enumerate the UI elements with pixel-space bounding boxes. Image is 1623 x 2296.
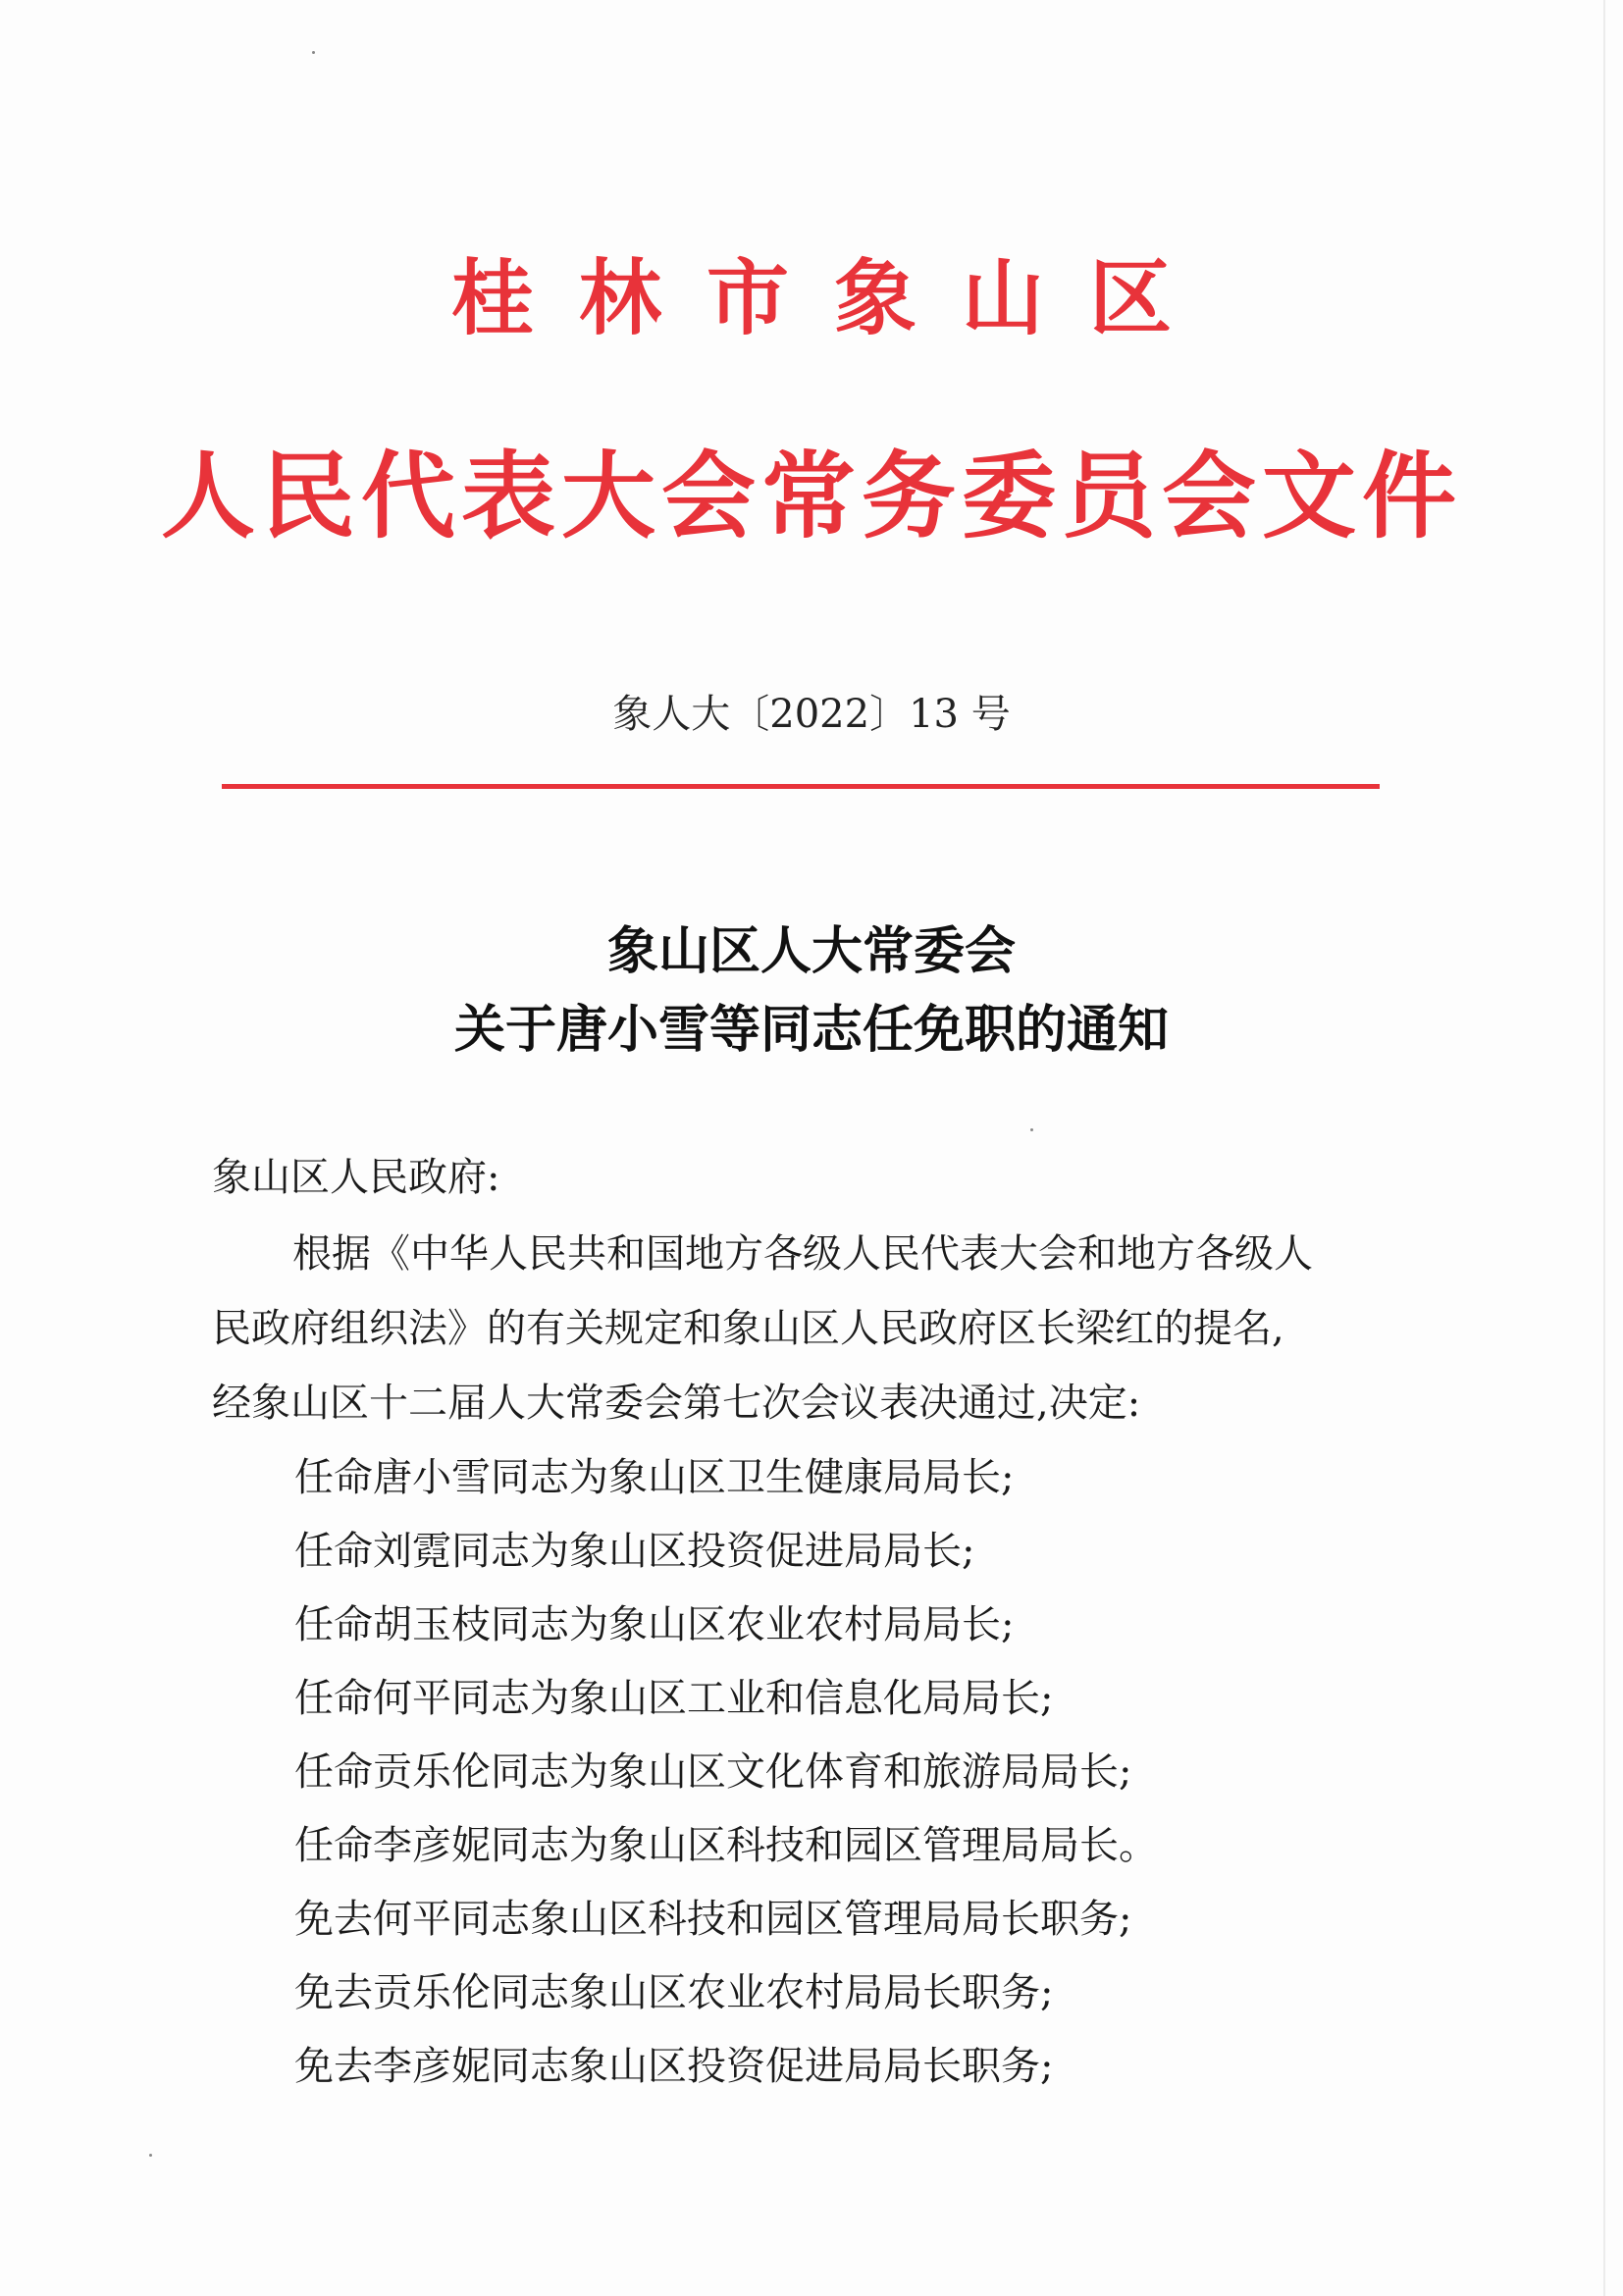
- salutation: 象山区人民政府:: [212, 1155, 500, 1200]
- appointment-item: 任命刘霓同志为象山区投资促进局局长;: [294, 1529, 975, 1574]
- appointment-item: 任命贡乐伦同志为象山区文化体育和旅游局局长;: [294, 1749, 1132, 1795]
- scan-speck: [149, 2154, 152, 2157]
- document-title-line2: 关于唐小雪等同志任免职的通知: [453, 1000, 1169, 1060]
- appointment-item: 任命胡玉枝同志为象山区农业农村局局长;: [294, 1602, 1015, 1647]
- paragraph-line: 民政府组织法》的有关规定和象山区人民政府区长梁红的提名,: [212, 1306, 1284, 1351]
- issuer-header-line1: 桂林市象山区: [450, 249, 1217, 346]
- appointment-item: 任命唐小雪同志为象山区卫生健康局局长;: [294, 1455, 1015, 1500]
- document-title-line1: 象山区人大常委会: [606, 921, 1016, 981]
- paragraph-line: 根据《中华人民共和国地方各级人民代表大会和地方各级人: [292, 1231, 1313, 1277]
- scan-speck: [1030, 1128, 1033, 1131]
- appointment-item: 任命何平同志为象山区工业和信息化局局长;: [294, 1676, 1054, 1721]
- page-edge: [1603, 0, 1605, 2296]
- dismissal-item: 免去李彦妮同志象山区投资促进局局长职务;: [294, 2044, 1054, 2089]
- red-separator-line: [222, 784, 1380, 789]
- paragraph-line: 经象山区十二届人大常委会第七次会议表决通过,决定:: [212, 1381, 1141, 1426]
- issuer-header-line2: 人民代表大会常务委员会文件: [161, 441, 1462, 551]
- dismissal-item: 免去何平同志象山区科技和园区管理局局长职务;: [294, 1897, 1132, 1942]
- document-number: 象人大〔2022〕13 号: [612, 692, 1011, 737]
- appointment-item: 任命李彦妮同志为象山区科技和园区管理局局长。: [294, 1823, 1158, 1868]
- dismissal-item: 免去贡乐伦同志象山区农业农村局局长职务;: [294, 1970, 1054, 2015]
- scan-speck: [312, 51, 315, 54]
